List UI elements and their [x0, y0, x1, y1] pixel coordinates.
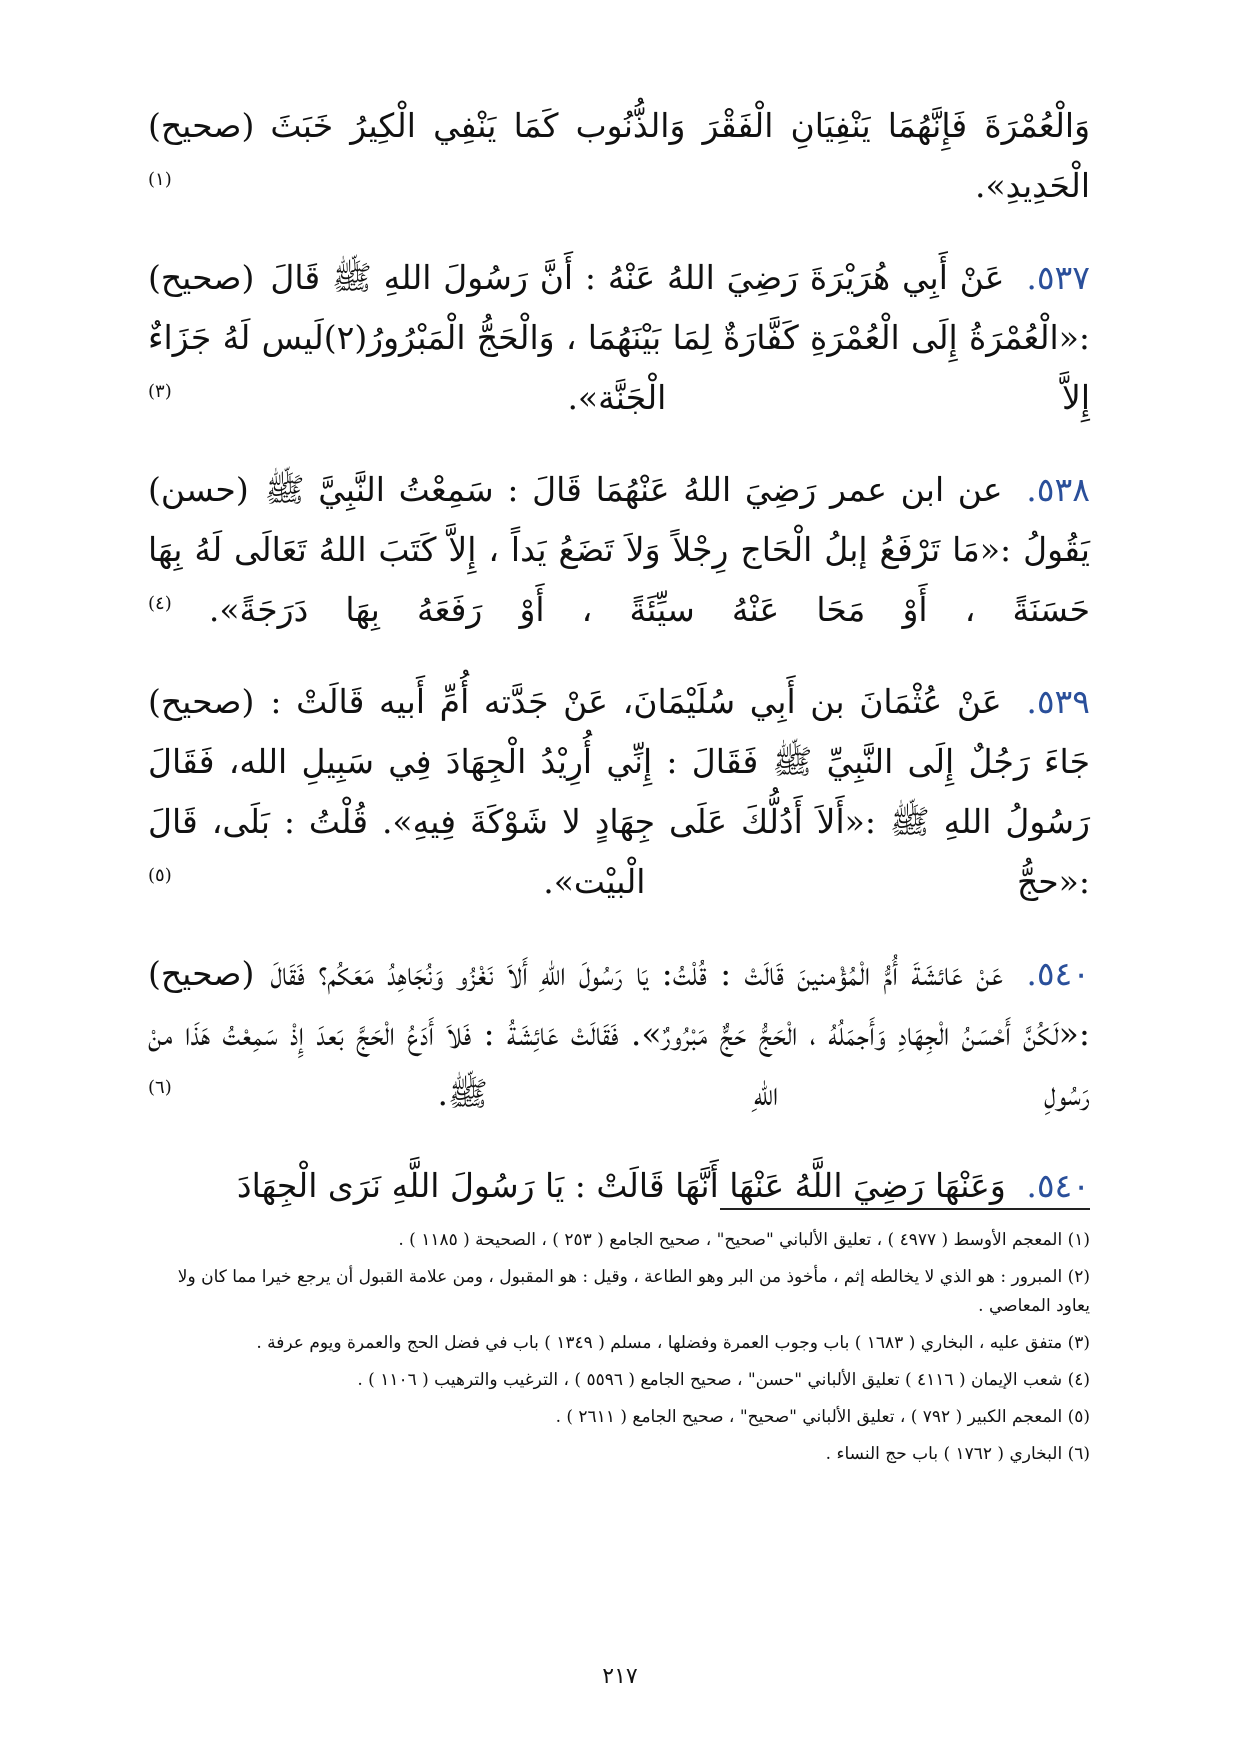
- footnote-1: (١) المعجم الأوسط ( ٤٩٧٧ ) ، تعليق الألباني "صحيح" ، صحيح الجامع ( ٢٥٣ ) ، الصحيحة ( ١١٨٥ ) .: [398, 1230, 1090, 1250]
- hadith-paragraph-539: [148, 672, 1090, 912]
- hadith-text: وَعَنْهَا رَضِيَ اللَّهُ عَنْهَا أَنَّهَا قَالَتْ : يَا رَسُولَ اللَّهِ نَرَى الْجِهَادَ: [236, 1166, 1006, 1205]
- footnote-3: (٣) متفق عليه ، البخاري ( ١٦٨٣ ) باب وجوب العمرة وفضلها ، مسلم ( ١٣٤٩ ) باب في فضل الحج والعمرة ويوم عرفة .: [256, 1333, 1090, 1353]
- hadith-text: عَنْ عَائشَةَ أُمُّ الْمُؤْمنينَ قَالَتْ : قُلْتُ: يَا رَسُولَ اللهِ أَلاَ نَغْزُو وَنُجَاهِدُ مَعَكُم؟ فَقَالَ :«لَكُنَّ أَحْسَنُ الْجِهَادِ وَأَجمَلُهُ ، الْحَجُّ حَجٌّ مَبْرُورٌ». فَقَالَتْ عَائِشَةُ : فَلاَ أَدَعُ الْحَجَّ بَعدَ إِذْ سَمِعْتُ هَذَا منْ رَسُولِ اللهِ ﷺ.: [148, 954, 1090, 1113]
- hadith-paragraph-538: [148, 460, 1090, 640]
- hadith-number: ٥٣٨.: [1026, 470, 1090, 509]
- footnote-reference: (١): [148, 169, 172, 190]
- hadith-text: عَنْ أَبِي هُرَيْرَةَ رَضِيَ اللهُ عَنْهُ : أَنَّ رَسُولَ اللهِ ﷺ قَالَ :«الْعُمْرَةُ إِلَى الْعُمْرَةِ كَفَّارَةٌ لِمَا بَيْنَهُمَا ، وَالْحَجُّ الْمَبْرُورُ(٢)لَيس لَهُ جَزَاءٌ إِلاَّ الْجَنَّة».: [148, 258, 1090, 417]
- hadith-paragraph-continued: [148, 96, 1090, 216]
- footnotes: [148, 1226, 1090, 1477]
- main-text: [148, 96, 1090, 1248]
- footnote-4: (٤) شعب الإيمان ( ٤١١٦ ) تعليق الألباني "حسن" ، صحيح الجامع ( ٥٥٩٦ ) ، الترغيب والترهيب ( ١١٠٦ ) .: [357, 1370, 1090, 1390]
- hadith-text: عَنْ عُثْمَانَ بن أَبِي سُلَيْمَانَ، عَنْ جَدَّته أُمِّ أَبيه قَالَتْ : جَاءَ رَجُلٌ إِلَى النَّبِيِّ ﷺ فَقَالَ : إِنِّي أُرِيْدُ الْجِهَادَ فِي سَبِيلِ الله، فَقَالَ رَسُولُ اللهِ ﷺ :«أَلاَ أَدُلُّكَ عَلَى جِهَادٍ لا شَوْكَةَ فِيهِ». قُلْتُ : بَلَى، قَالَ :«حجُّ الْبيْت».: [148, 682, 1090, 901]
- hadith-number: ٥٣٩.: [1026, 682, 1090, 721]
- footnote-reference: (٥): [148, 865, 172, 886]
- grade-label: (صحيح): [148, 106, 255, 145]
- footnote-6: (٦) البخاري ( ١٧٦٢ ) باب حج النساء .: [825, 1444, 1090, 1464]
- footnote-divider: [720, 1208, 1090, 1210]
- footnote-reference: (٦): [148, 1077, 172, 1098]
- hadith-paragraph-537: [148, 248, 1090, 428]
- footnote-reference: (٤): [148, 593, 172, 614]
- hadith-text: وَالْعُمْرَةَ فَإِنَّهُمَا يَنْفِيَانِ الْفَقْرَ وَالذُّنُوب كَمَا يَنْفِي الْكِيرُ خَبَثَ الْحَدِيدِ».: [270, 106, 1090, 205]
- page-number: ٢١٧: [602, 1664, 638, 1689]
- hadith-paragraph-540b: [148, 1156, 1090, 1216]
- hadith-number: ٥٣٧.: [1026, 258, 1090, 297]
- grade-label: (حسن): [148, 470, 249, 509]
- footnote-2: (٢) المبرور : هو الذي لا يخالطه إثم ، مأخوذ من البر وهو الطاعة ، وقيل : هو المقبول ، ومن علامة القبول أن يرجع خيرا مما كان ولا يعاود المعاصي .: [177, 1267, 1090, 1316]
- footnote-5: (٥) المعجم الكبير ( ٧٩٢ ) ، تعليق الألباني "صحيح" ، صحيح الجامع ( ٢٦١١ ) .: [555, 1407, 1090, 1427]
- footnote-reference: (٣): [148, 381, 172, 402]
- grade-label: (صحيح): [148, 682, 255, 721]
- grade-label: (صحيح): [148, 954, 255, 993]
- hadith-number: ٥٤٠.: [1026, 954, 1090, 993]
- hadith-number: ٥٤٠.: [1026, 1166, 1090, 1205]
- hadith-paragraph-540: [148, 944, 1090, 1124]
- grade-label: (صحيح): [148, 258, 255, 297]
- hadith-text: عن ابن عمر رَضِيَ اللهُ عَنْهُمَا قَالَ : سَمِعْتُ النَّبِيَّ ﷺ يَقُولُ :«مَا تَرْفَعُ إبلُ الْحَاج رِجْلاً وَلاَ تَضَعُ يَداً ، إِلاَّ كَتَبَ اللهُ تَعَالَى لَهُ بِهَا حَسَنَةً ، أَوْ مَحَا عَنْهُ سيِّئَةً ، أَوْ رَفَعَهُ بِهَا دَرَجَةً».: [148, 470, 1090, 629]
